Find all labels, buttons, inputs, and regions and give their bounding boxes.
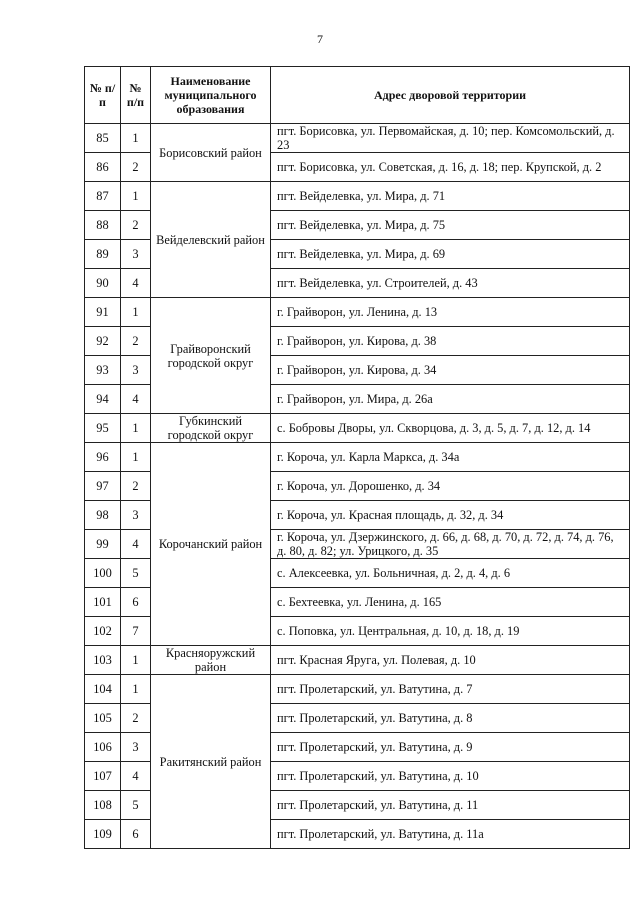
row-number: 105 (85, 704, 121, 733)
row-local-number: 1 (121, 646, 151, 675)
header-no-local: № п/п (121, 67, 151, 124)
municipality-name: Корочанский район (151, 443, 271, 646)
municipality-name: Красняоружский район (151, 646, 271, 675)
row-local-number: 4 (121, 762, 151, 791)
yard-address: г. Короча, ул. Красная площадь, д. 32, д. 34 (271, 501, 630, 530)
yard-address: пгт. Пролетарский, ул. Ватутина, д. 11 (271, 791, 630, 820)
row-number: 107 (85, 762, 121, 791)
row-number: 90 (85, 269, 121, 298)
row-local-number: 6 (121, 588, 151, 617)
page-number: 7 (317, 32, 323, 46)
yard-address: пгт. Борисовка, ул. Первомайская, д. 10; пер. Комсомольский, д. 23 (271, 124, 630, 153)
row-local-number: 1 (121, 298, 151, 327)
header-no-global: № п/п (85, 67, 121, 124)
row-number: 95 (85, 414, 121, 443)
header-address: Адрес дворовой территории (271, 67, 630, 124)
row-number: 98 (85, 501, 121, 530)
table-row (85, 675, 630, 704)
row-local-number: 3 (121, 356, 151, 385)
row-number: 97 (85, 472, 121, 501)
municipality-name: Ракитянский район (151, 675, 271, 849)
row-local-number: 4 (121, 269, 151, 298)
yard-address: г. Короча, ул. Дорошенко, д. 34 (271, 472, 630, 501)
row-number: 89 (85, 240, 121, 269)
row-local-number: 4 (121, 385, 151, 414)
table-row (85, 443, 630, 472)
yard-address: пгт. Пролетарский, ул. Ватутина, д. 9 (271, 733, 630, 762)
yard-address: пгт. Пролетарский, ул. Ватутина, д. 10 (271, 762, 630, 791)
yard-address: пгт. Вейделевка, ул. Мира, д. 71 (271, 182, 630, 211)
table-row (85, 182, 630, 211)
yard-address: пгт. Борисовка, ул. Советская, д. 16, д. 18; пер. Крупской, д. 2 (271, 153, 630, 182)
municipality-name: Грайворонский городской округ (151, 298, 271, 414)
yard-address: пгт. Пролетарский, ул. Ватутина, д. 8 (271, 704, 630, 733)
municipality-name: Борисовский район (151, 124, 271, 182)
yard-address: пгт. Пролетарский, ул. Ватутина, д. 11а (271, 820, 630, 849)
row-local-number: 4 (121, 530, 151, 559)
yard-address: пгт. Вейделевка, ул. Мира, д. 75 (271, 211, 630, 240)
row-number: 87 (85, 182, 121, 211)
row-number: 88 (85, 211, 121, 240)
row-local-number: 7 (121, 617, 151, 646)
row-number: 103 (85, 646, 121, 675)
row-number: 104 (85, 675, 121, 704)
yard-address: с. Бехтеевка, ул. Ленина, д. 165 (271, 588, 630, 617)
table-row (85, 124, 630, 153)
yard-address: г. Короча, ул. Карла Маркса, д. 34а (271, 443, 630, 472)
row-number: 101 (85, 588, 121, 617)
row-number: 102 (85, 617, 121, 646)
yard-address: пгт. Пролетарский, ул. Ватутина, д. 7 (271, 675, 630, 704)
table-row (85, 646, 630, 675)
table-row (85, 298, 630, 327)
row-number: 92 (85, 327, 121, 356)
municipality-name: Губкинский городской округ (151, 414, 271, 443)
yard-address: пгт. Вейделевка, ул. Мира, д. 69 (271, 240, 630, 269)
row-local-number: 5 (121, 791, 151, 820)
yard-territories-table (84, 66, 630, 849)
row-local-number: 2 (121, 153, 151, 182)
row-local-number: 5 (121, 559, 151, 588)
row-local-number: 2 (121, 211, 151, 240)
row-number: 94 (85, 385, 121, 414)
row-number: 108 (85, 791, 121, 820)
row-number: 91 (85, 298, 121, 327)
row-local-number: 1 (121, 414, 151, 443)
row-local-number: 2 (121, 472, 151, 501)
yard-address: г. Грайворон, ул. Мира, д. 26а (271, 385, 630, 414)
header-municipality: Наименование муниципального образования (151, 67, 271, 124)
table-header-row (85, 67, 630, 124)
row-local-number: 3 (121, 240, 151, 269)
yard-address: с. Алексеевка, ул. Больничная, д. 2, д. 4, д. 6 (271, 559, 630, 588)
yard-address: г. Грайворон, ул. Кирова, д. 38 (271, 327, 630, 356)
yard-address: с. Поповка, ул. Центральная, д. 10, д. 18, д. 19 (271, 617, 630, 646)
row-number: 99 (85, 530, 121, 559)
row-local-number: 3 (121, 501, 151, 530)
row-number: 106 (85, 733, 121, 762)
row-local-number: 2 (121, 327, 151, 356)
row-number: 85 (85, 124, 121, 153)
row-local-number: 3 (121, 733, 151, 762)
yard-address: с. Бобровы Дворы, ул. Скворцова, д. 3, д. 5, д. 7, д. 12, д. 14 (271, 414, 630, 443)
row-number: 86 (85, 153, 121, 182)
row-local-number: 1 (121, 443, 151, 472)
row-local-number: 1 (121, 124, 151, 153)
row-local-number: 2 (121, 704, 151, 733)
row-number: 96 (85, 443, 121, 472)
table-row (85, 414, 630, 443)
municipality-name: Вейделевский район (151, 182, 271, 298)
yard-address: г. Грайворон, ул. Ленина, д. 13 (271, 298, 630, 327)
yard-address: пгт. Вейделевка, ул. Строителей, д. 43 (271, 269, 630, 298)
row-number: 100 (85, 559, 121, 588)
row-local-number: 1 (121, 182, 151, 211)
yard-address: г. Грайворон, ул. Кирова, д. 34 (271, 356, 630, 385)
row-number: 93 (85, 356, 121, 385)
row-local-number: 6 (121, 820, 151, 849)
yard-address: г. Короча, ул. Дзержинского, д. 66, д. 68, д. 70, д. 72, д. 74, д. 76, д. 80, д. 82; ул. Урицкого, д. 35 (271, 530, 630, 559)
row-local-number: 1 (121, 675, 151, 704)
yard-address: пгт. Красная Яруга, ул. Полевая, д. 10 (271, 646, 630, 675)
table-body (85, 124, 630, 849)
row-number: 109 (85, 820, 121, 849)
